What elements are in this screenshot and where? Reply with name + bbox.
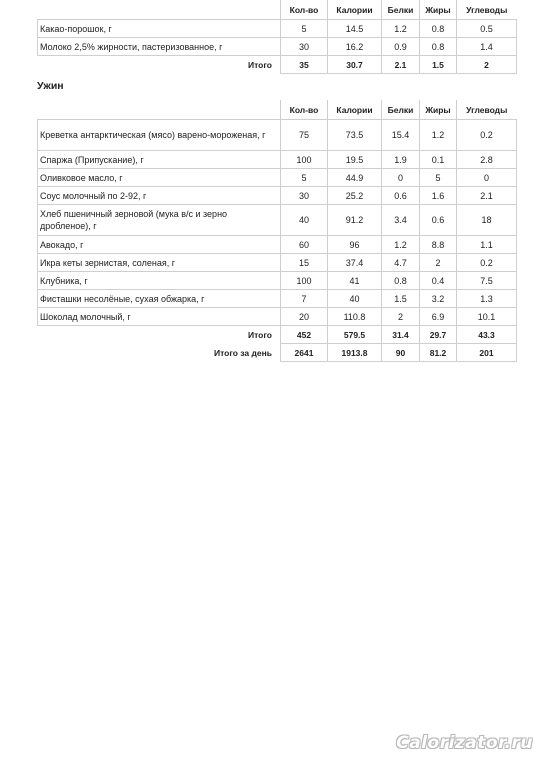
food-name: Спаржа (Припускание), г	[38, 151, 281, 169]
header-fat: Жиры	[420, 100, 457, 120]
table-row	[38, 236, 517, 254]
day-total-row	[38, 344, 517, 362]
header-name	[38, 0, 281, 20]
food-qty: 5	[281, 169, 328, 187]
header-carbs: Углеводы	[457, 100, 517, 120]
day-total-fat: 81.2	[420, 344, 457, 362]
food-carbs: 2.8	[457, 151, 517, 169]
header-name	[38, 100, 281, 120]
table-row	[38, 38, 517, 56]
food-calories: 110.8	[328, 308, 382, 326]
food-protein: 2	[382, 308, 420, 326]
food-fat: 1.6	[420, 187, 457, 205]
header-protein: Белки	[382, 0, 420, 20]
food-fat: 0.6	[420, 205, 457, 236]
food-protein: 0.9	[382, 38, 420, 56]
table-row	[38, 20, 517, 38]
total-calories: 30.7	[328, 56, 382, 74]
food-carbs: 2.1	[457, 187, 517, 205]
table-row	[38, 120, 517, 151]
snack-total-row	[38, 56, 517, 74]
food-calories: 96	[328, 236, 382, 254]
table-row	[38, 308, 517, 326]
food-fat: 6.9	[420, 308, 457, 326]
total-fat: 1.5	[420, 56, 457, 74]
total-label: Итого	[248, 59, 272, 70]
food-fat: 2	[420, 254, 457, 272]
food-qty: 30	[281, 187, 328, 205]
food-protein: 0.6	[382, 187, 420, 205]
food-fat: 0.4	[420, 272, 457, 290]
food-calories: 25.2	[328, 187, 382, 205]
food-carbs: 0.2	[457, 120, 517, 151]
food-protein: 15.4	[382, 120, 420, 151]
food-calories: 14.5	[328, 20, 382, 38]
header-qty: Кол-во	[281, 0, 328, 20]
food-calories: 41	[328, 272, 382, 290]
food-fat: 5	[420, 169, 457, 187]
food-name: Икра кеты зернистая, соленая, г	[38, 254, 281, 272]
food-carbs: 18	[457, 205, 517, 236]
table-row	[38, 254, 517, 272]
food-fat: 0.8	[420, 38, 457, 56]
total-qty: 452	[281, 326, 328, 344]
food-protein: 1.2	[382, 20, 420, 38]
food-calories: 73.5	[328, 120, 382, 151]
food-protein: 4.7	[382, 254, 420, 272]
day-total-protein: 90	[382, 344, 420, 362]
dinner-header-row	[38, 100, 517, 120]
table-row	[38, 290, 517, 308]
food-fat: 0.1	[420, 151, 457, 169]
food-carbs: 10.1	[457, 308, 517, 326]
food-carbs: 1.4	[457, 38, 517, 56]
food-carbs: 1.3	[457, 290, 517, 308]
food-qty: 100	[281, 272, 328, 290]
food-calories: 16.2	[328, 38, 382, 56]
food-fat: 8.8	[420, 236, 457, 254]
food-qty: 100	[281, 151, 328, 169]
food-protein: 0	[382, 169, 420, 187]
food-protein: 3.4	[382, 205, 420, 236]
food-qty: 30	[281, 38, 328, 56]
food-fat: 3.2	[420, 290, 457, 308]
food-protein: 1.5	[382, 290, 420, 308]
food-name: Клубника, г	[38, 272, 281, 290]
food-name: Шоколад молочный, г	[38, 308, 281, 326]
food-protein: 1.9	[382, 151, 420, 169]
food-name: Креветка антарктическая (мясо) варено-мороженая, г	[38, 120, 281, 151]
header-carbs: Углеводы	[457, 0, 517, 20]
total-label: Итого	[248, 329, 272, 340]
header-calories: Калории	[328, 100, 382, 120]
food-protein: 0.8	[382, 272, 420, 290]
food-name: Какао-порошок, г	[38, 20, 281, 38]
food-qty: 7	[281, 290, 328, 308]
header-fat: Жиры	[420, 0, 457, 20]
day-total-calories: 1913.8	[328, 344, 382, 362]
food-calories: 19.5	[328, 151, 382, 169]
total-carbs: 43.3	[457, 326, 517, 344]
watermark-logo: Calorizator.ru	[396, 733, 533, 753]
section-title-dinner: Ужин	[37, 80, 64, 92]
header-protein: Белки	[382, 100, 420, 120]
food-carbs: 0	[457, 169, 517, 187]
food-qty: 20	[281, 308, 328, 326]
snack-table	[37, 0, 517, 74]
page	[37, 0, 516, 362]
food-qty: 15	[281, 254, 328, 272]
dinner-total-row	[38, 326, 517, 344]
food-carbs: 7.5	[457, 272, 517, 290]
food-calories: 37.4	[328, 254, 382, 272]
food-name: Фисташки несолёные, сухая обжарка, г	[38, 290, 281, 308]
total-protein: 31.4	[382, 326, 420, 344]
food-carbs: 0.2	[457, 254, 517, 272]
food-carbs: 1.1	[457, 236, 517, 254]
table-row	[38, 187, 517, 205]
food-name: Авокадо, г	[38, 236, 281, 254]
header-calories: Калории	[328, 0, 382, 20]
day-total-label: Итого за день	[213, 347, 272, 358]
table-row	[38, 151, 517, 169]
dinner-table	[37, 100, 517, 362]
food-qty: 5	[281, 20, 328, 38]
food-qty: 60	[281, 236, 328, 254]
table-row	[38, 205, 517, 236]
total-calories: 579.5	[328, 326, 382, 344]
food-qty: 75	[281, 120, 328, 151]
food-calories: 40	[328, 290, 382, 308]
food-name: Хлеб пшеничный зерновой (мука в/с и зерно дробленое), г	[38, 205, 281, 236]
header-qty: Кол-во	[281, 100, 328, 120]
total-qty: 35	[281, 56, 328, 74]
snack-header-row	[38, 0, 517, 20]
table-row	[38, 272, 517, 290]
food-name: Оливковое масло, г	[38, 169, 281, 187]
food-carbs: 0.5	[457, 20, 517, 38]
total-protein: 2.1	[382, 56, 420, 74]
food-calories: 91.2	[328, 205, 382, 236]
food-fat: 1.2	[420, 120, 457, 151]
food-name: Соус молочный по 2-92, г	[38, 187, 281, 205]
total-carbs: 2	[457, 56, 517, 74]
food-qty: 40	[281, 205, 328, 236]
food-protein: 1.2	[382, 236, 420, 254]
food-fat: 0.8	[420, 20, 457, 38]
day-total-carbs: 201	[457, 344, 517, 362]
total-fat: 29.7	[420, 326, 457, 344]
food-name: Молоко 2,5% жирности, пастеризованное, г	[38, 38, 281, 56]
table-row	[38, 169, 517, 187]
day-total-qty: 2641	[281, 344, 328, 362]
food-calories: 44.9	[328, 169, 382, 187]
